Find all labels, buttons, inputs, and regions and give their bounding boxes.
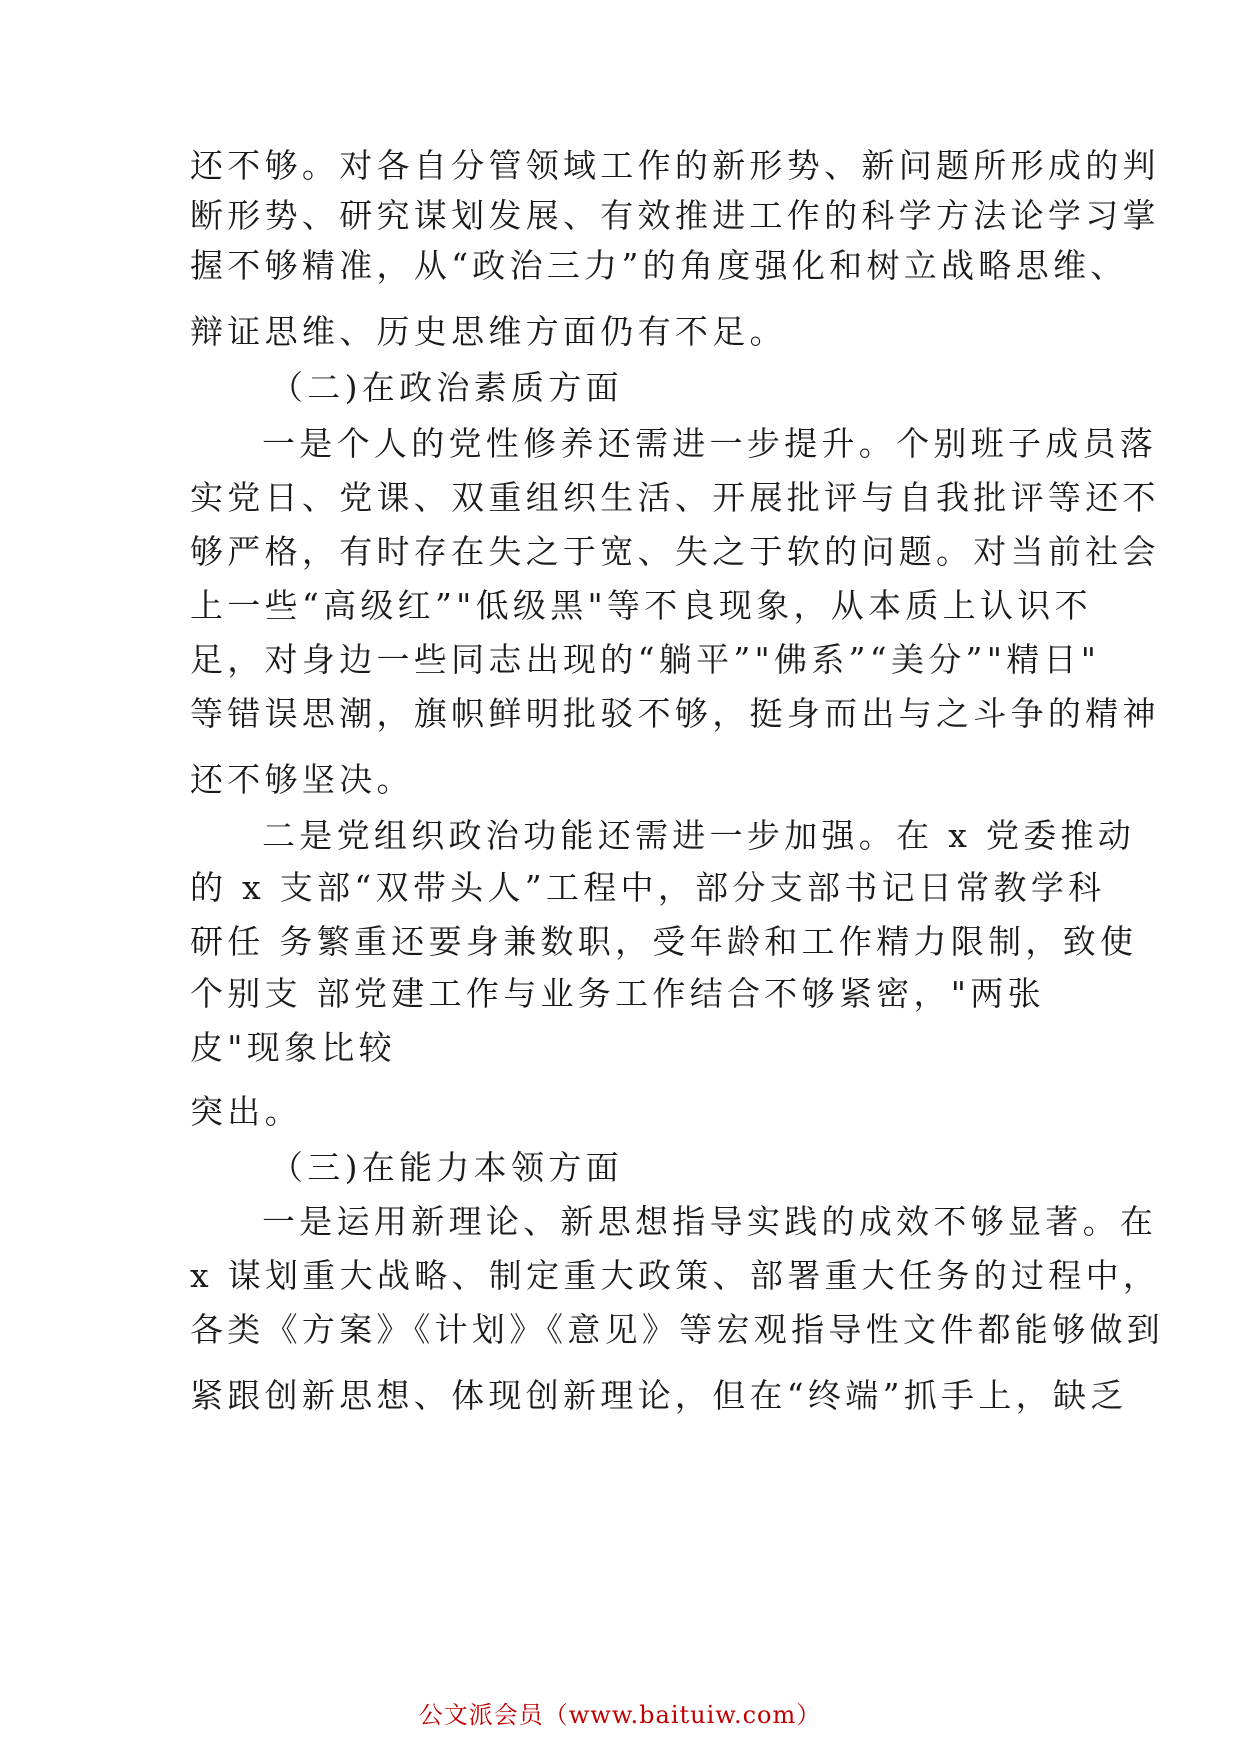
body-line: 的 x 支部“双带头人”工程中，部分支部书记日常教学科: [190, 868, 1106, 907]
body-line: 还不够。对各自分管领域工作的新形势、新问题所形成的判: [190, 146, 1160, 185]
section-heading-2: （二)在政治素质方面: [270, 368, 623, 407]
footer-watermark: 公文派会员（www.baituiw.com）: [418, 1701, 822, 1729]
body-line: 握不够精准，从“政治三力”的角度强化和树立战略思维、: [190, 246, 1128, 285]
body-line: 各类《方案》《计划》《意见》等宏观指导性文件都能够做到: [190, 1310, 1165, 1349]
body-line: 个别支 部党建工作与业务工作结合不够紧密，"两张: [190, 974, 1045, 1013]
section-heading-3: （三)在能力本领方面: [270, 1148, 623, 1187]
body-line: 足，对身边一些同志出现的“躺平”"佛系”“美分”"精日": [190, 640, 1101, 679]
body-line: 辩证思维、历史思维方面仍有不足。: [190, 312, 787, 351]
body-line: 上一些“高级红”"低级黑"等不良现象，从本质上认识不: [190, 586, 1092, 625]
paragraph-first-line: 一是运用新理论、新思想指导实践的成效不够显著。在: [262, 1202, 1158, 1241]
body-line: 够严格，有时存在失之于宽、失之于软的问题。对当前社会: [190, 532, 1160, 571]
body-line: x 谋划重大战略、制定重大政策、部署重大任务的过程中，: [190, 1256, 1161, 1295]
body-line: 研任 务繁重还要身兼数职，受年龄和工作精力限制，致使: [190, 922, 1138, 961]
body-line: 突出。: [190, 1092, 302, 1131]
body-line: 实党日、党课、双重组织生活、开展批评与自我批评等还不: [190, 478, 1160, 517]
body-line: 断形势、研究谋划发展、有效推进工作的科学方法论学习掌: [190, 196, 1160, 235]
body-line: 等错误思潮，旗帜鲜明批驳不够，挺身而出与之斗争的精神: [190, 694, 1160, 733]
paragraph-first-line: 二是党组织政治功能还需进一步加强。在 x 党委推动: [262, 816, 1136, 855]
body-line: 紧跟创新思想、体现创新理论，但在“终端”抓手上，缺乏: [190, 1376, 1128, 1415]
paragraph-first-line: 一是个人的党性修养还需进一步提升。个别班子成员落: [262, 424, 1158, 463]
body-line: 还不够坚决。: [190, 760, 414, 799]
body-line: 皮"现象比较: [190, 1028, 396, 1067]
